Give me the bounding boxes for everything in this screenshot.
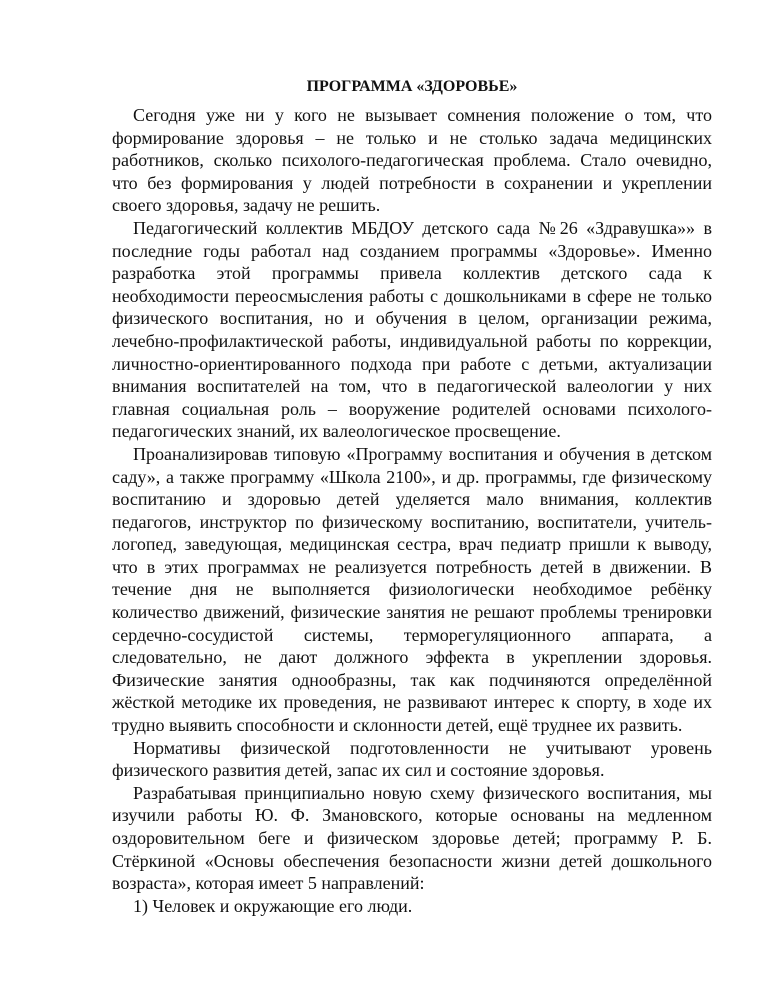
list-item-1: 1) Человек и окружающие его люди. bbox=[133, 895, 413, 916]
paragraph-1: Сегодня уже ни у кого не вызывает сомнения положение о том, что формирование здоровья – не только и не столько задача медицинских работников, сколько психолого-педагогическая проблема. Стало очевидно, что без формирования у людей потребности в сохранении и укреплении своего здоровья, задачу не решить. bbox=[112, 105, 712, 216]
document-page bbox=[112, 76, 712, 917]
paragraph-5: Разрабатывая принципиально новую схему физического воспитания, мы изучили работы Ю. Ф. Змановского, которые основаны на медленном оздоровительном беге и физическом здоровье детей; программу Р. Б. Стёркиной «Основы обеспечения безопасности жизни детей дошкольного возраста», которая имеет 5 направлений: bbox=[112, 782, 712, 894]
paragraph-2: Педагогический коллектив МБДОУ детского сада №26 «Здравушка»» в последние годы работал над созданием программы «Здоровье». Именно разработка этой программы привела коллектив детского сада к необходимости переосмысления работы с дошкольниками в сфере не только физического воспитания, но и обучения в целом, организации режима, лечебно-профилактической работы, индивидуальной работы по коррекции, личностно-ориентированного подхода при работе с детьми, актуализации внимания воспитателей на том, что в педагогической валеологии у них главная социальная роль – вооружение родителей основами психолого-педагогических знаний, их валеологическое просвещение. bbox=[112, 217, 712, 442]
paragraph-3: Проанализировав типовую «Программу воспитания и обучения в детском саду», а также программу «Школа 2100», и др. программы, где физическому воспитанию и здоровью детей уделяется мало внимания, коллектив педагогов, инструктор по физическому воспитанию, воспитатели, учитель-логопед, заведующая, медицинская сестра, врач педиатр пришли к выводу, что в этих программах не реализуется потребность детей в движении. В течение дня не выполняется физиологически необходимое ребёнку количество движений, физические занятия не решают проблемы тренировки сердечно-сосудистой системы, терморегуляционного аппарата, а следовательно, не дают должного эффекта в укреплении здоровья. Физические занятия однообразны, так как подчиняются определённой жёсткой методике их проведения, не развивают интерес к спорту, в ходе их трудно выявить способности и склонности детей, ещё труднее их развить. bbox=[112, 443, 712, 736]
paragraph-4: Нормативы физической подготовленности не учитывают уровень физического развития детей, запас их сил и состояние здоровья. bbox=[112, 737, 712, 781]
document-title: ПРОГРАММА «ЗДОРОВЬЕ» bbox=[306, 78, 518, 95]
